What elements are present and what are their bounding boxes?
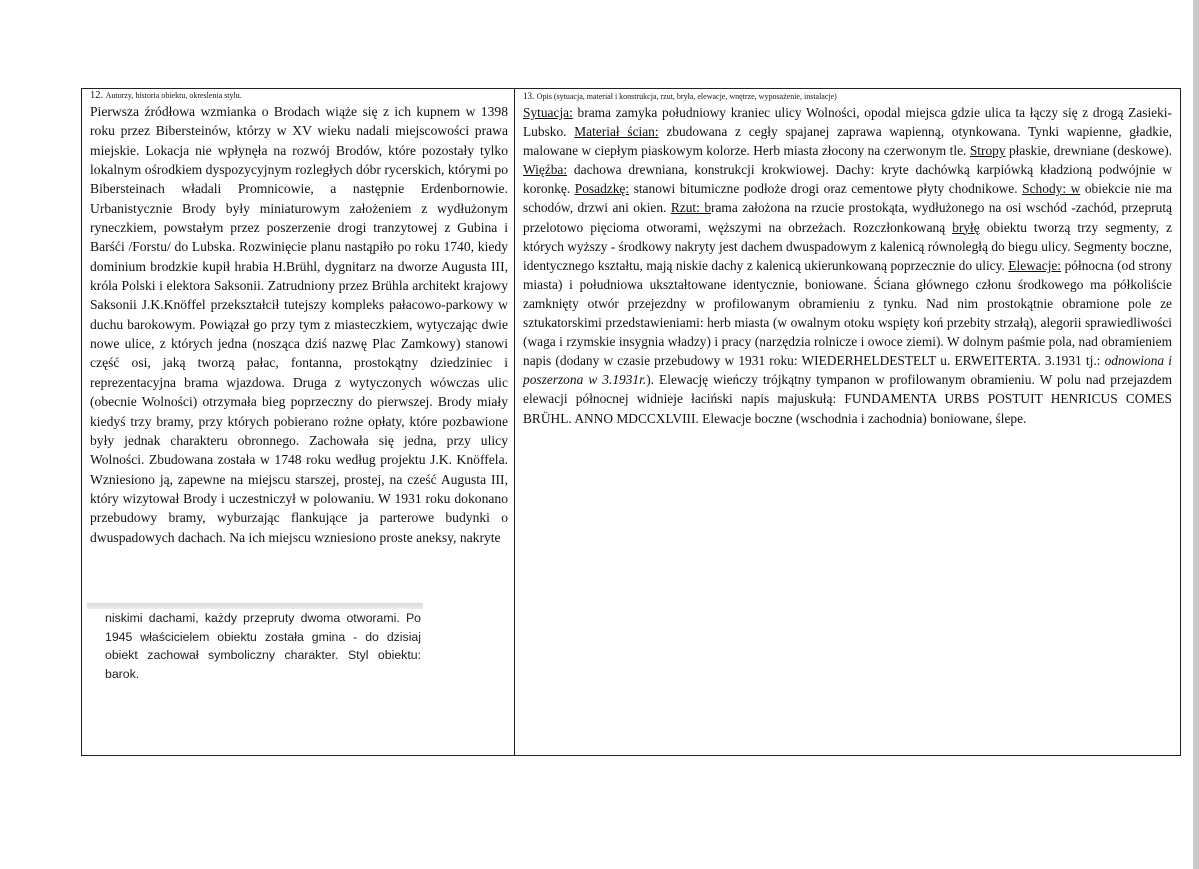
label-wiezba: Więźba:: [523, 162, 568, 178]
label-schody: Schody: w: [1022, 181, 1081, 197]
label-bryla: bryłę: [952, 219, 980, 235]
text-rzut: rama założona na rzucie prostokąta, wydłużonego na osi wschód -zachód, przeprutą przelotowo pięcioma otworami, węższymi na obrzeżach. Rozczłonkowaną: [523, 200, 1173, 235]
text-bryla: obiektu tworzą trzy segmenty, z których wyższy - środkowy nakryty jest dachem dwuspadowym z kalenicą równoległą do biegu ulicy. Segmenty boczne, identycznego kształtu, mają niskie dachy z kalenicą ukierunkowaną poprzecznie do ulicy.: [523, 219, 1172, 273]
description-header-number: 13.: [523, 91, 535, 101]
history-header-number: 12.: [90, 90, 104, 101]
text-sytuacja: brama zamyka południowy kraniec ulicy Wolności, opodal miejsca gdzie ulica ta łączy się z drogą Zasieki- Lubsko.: [523, 105, 1172, 140]
description-header-label: Opis (sytuacja, materiał i konstrukcja, rzut, bryła, elewacje, wnętrze, wyposażenie, instalacje): [536, 92, 837, 101]
label-rzut: Rzut: b: [670, 200, 712, 216]
description-column: [515, 89, 1180, 755]
label-posadzka: Posadzkę:: [574, 181, 630, 197]
text-schody: obiekcie nie ma schodów, drzwi ani okien.: [523, 181, 1172, 216]
history-header-label: Autorzy, historia obiektu, okreslenia stylu.: [105, 91, 242, 100]
history-header: [90, 90, 508, 102]
scan-edge: [1193, 0, 1199, 869]
text-wiezba: dachowa drewniana, konstrukcji krokwiowej. Dachy: kryte dachówką karpiówką kładzioną podwójnie w koronkę.: [523, 162, 1172, 197]
history-text: Pierwsza źródłowa wzmianka o Brodach wiąże się z ich kupnem w 1398 roku przez Bibersteinów, którzy w XV wieku nadali miejscowości prawa miejskie. Lokacja nie wpłynęła na rozwój Brodów, które pozostały tylko lokalnym ośrodkiem dyspozycyjnym rozległych dóbr rycerskich, którymi po Bibersteinach władali Promnicowie, a następnie Erdenbornowie. Urbanistycznie Brody były miniaturowym założeniem z wydłużonym ryneczkiem, powstałym przez poszerzenie drogi tranzytowej z Gubina i Barśći /Forstu/ do Lubska. Rozwinięcie planu nastąpiło po roku 1740, kiedy dominium brodzkie kupił hrabia H.Brühl, dygnitarz na dworze Augusta III, króla Polski i elektora Saksonii. Zatrudniony przez Brühla architekt krajowy Saksonii J.K.Knöffel przekształcił tutejszy kompleks pałacowo-parkowy w duchu barokowym. Powiązał go przy tym z miasteczkiem, wytyczając dwie nowe ulice, z których jedna (nosząca dziś nazwę Plac Zamkowy) stanowi część osi, jaką tworzą pałac, fontanna, prostokątny dziedziniec i reprezentacyjna brama wjazdowa. Druga z wytyczonych wówczas ulic (obecnie Wolności) otrzymała bieg poprzeczny do pierwszej. Brody miały kiedyś trzy bramy, przy których pobierano rożne opłaty, które pozbawione były jednak charakteru obronnego. Zachowała się jedna, przy ulicy Wolności. Zbudowana została w 1748 roku według projektu J.K. Knöffela. Wzniesiono ją, zapewne na miejscu starszej, prostej, na cześć Augusta III, który wizytował Brody i uczestniczył w polowaniu. W 1931 roku dokonano przebudowy bramy, wyburzając flankujące ja parterowe budynki o dwuspadowych dachach. Na ich miejscu wzniesiono proste aneksy, nakryte: [90, 104, 508, 545]
text-material: zbudowana z cegły spajanej zaprawa wapienną, otynkowana. Tynki wapienne, gładkie, malowane w ciepłym piaskowym kolorze. Herb miasta złocony na czerwonym tle.: [523, 124, 1172, 159]
label-sytuacja: Sytuacja:: [523, 105, 573, 120]
text-elewacje: północna (od strony miasta) i południowa ukształtowane identycznie, boniowane. Ściana głównego członu środkowego ma półkoliście zamknięty otwór przejezdny w profilowanym obramieniu z tynku. Nad nim prostokątnie obramione pole ze sztukatorskimi przedstawieniami: herb miasta (w owalnym otoku wspięty koń przebity strzałą), alegorii sprawiedliwości (waga i rzymskie insygnia władzy) i pracy (narzędzia rolnicze i owoce ziemi). W dolnym paśmie pola, nad obramieniem napis (dodany w czasie przebudowy w 1931 roku: WIEDERHELDESTELT u. ERWEITERTA. 3.1931 tj.:: [523, 257, 1173, 369]
label-material: Materiał ścian:: [574, 124, 659, 140]
text-posadzka: stanowi bitumiczne podłoże drogi oraz cementowe płyty chodnikowe.: [629, 181, 1023, 197]
description-text: [523, 103, 1172, 428]
label-elewacje: Elewacje:: [1008, 257, 1062, 273]
description-header: [523, 90, 1172, 103]
text-stropy: płaskie, drewniane (deskowe).: [1005, 143, 1172, 159]
pasted-text-strip: niskimi dachami, każdy przepruty dwoma otworami. Po 1945 właścicielem obiektu została gmina - do dzisiaj obiekt zachował symboliczny charakter. Styl obiektu: barok.: [87, 609, 423, 667]
label-stropy: Stropy: [969, 143, 1006, 159]
text-closing: ). Elewację wieńczy trójkątny tympanon w profilowanym obramieniu. W polu nad przejazdem elewacji północnej widnieje łaciński napis majuskułą: FUNDAMENTA URBS POSTUIT HENRICUS COMES BRÜHL. ANNO MDCCXLVIII. Elewacje boczne (wschodnia i zachodnia) boniowane, ślepe.: [523, 372, 1172, 426]
inscription-translation: odnowiona i poszerzona w 3.1931r.: [523, 353, 1172, 388]
